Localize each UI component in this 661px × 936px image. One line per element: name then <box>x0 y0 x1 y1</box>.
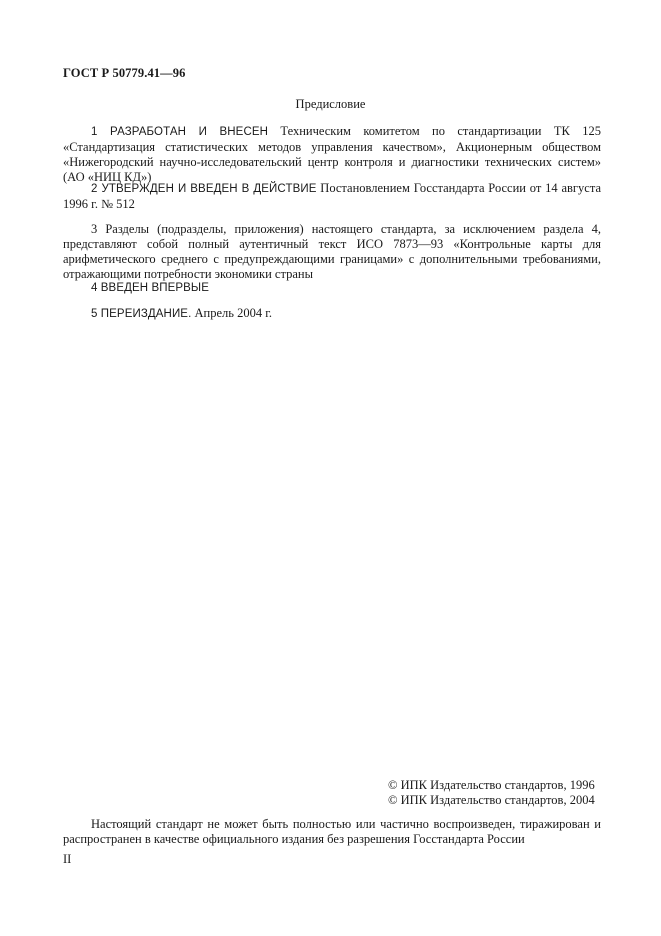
copyright-line: © ИПК Издательство стандартов, 2004 <box>388 793 595 807</box>
standard-code: ГОСТ Р 50779.41—96 <box>63 66 186 80</box>
preface-item-4-lead: 4 ВВЕДЕН ВПЕРВЫЕ <box>91 282 209 294</box>
preface-title: Предисловие <box>295 97 366 111</box>
preface-item-2-text: Постановлением Госстандарта России от 14 августа 1996 г. № 512 <box>63 181 601 211</box>
copyright-line: © ИПК Издательство стандартов, 1996 <box>388 778 595 792</box>
preface-item-2 <box>63 181 601 212</box>
preface-item-5-lead: 5 ПЕРЕИЗДАНИЕ. <box>91 308 192 320</box>
preface-item-5-text: Апрель 2004 г. <box>191 306 273 320</box>
preface-item-5 <box>63 306 601 322</box>
copyright-block <box>388 778 595 808</box>
preface-item-4 <box>63 280 601 296</box>
preface-item-2-lead: 2 УТВЕРЖДЕН И ВВЕДЕН В ДЕЙСТВИЕ <box>91 183 317 195</box>
preface-item-1 <box>63 124 601 185</box>
preface-item-1-lead: 1 РАЗРАБОТАН И ВНЕСЕН <box>91 126 269 138</box>
preface-item-3-text: 3 Разделы (подразделы, приложения) настоящего стандарта, за исключением раздела 4, представляют собой полный аутентичный текст ИСО 7873—93 «Контрольные карты для арифметического среднего с предупреждающими границами» с дополнительными требованиями, отражающими потребности экономики страны <box>63 222 601 281</box>
page-number: II <box>63 852 72 866</box>
preface-item-1-text: Техническим комитетом по стандартизации ТК 125 «Стандартизация статистических методов управления качеством», Акционерным обществом «Нижегородский научно-исследовательский центр контроля и диагностики технических систем» (АО «НИЦ КД») <box>63 124 601 184</box>
reproduction-notice: Настоящий стандарт не может быть полностью или частично воспроизведен, тиражирован и распространен в качестве официального издания без разрешения Госстандарта России <box>63 817 601 846</box>
preface-item-3 <box>63 222 601 282</box>
